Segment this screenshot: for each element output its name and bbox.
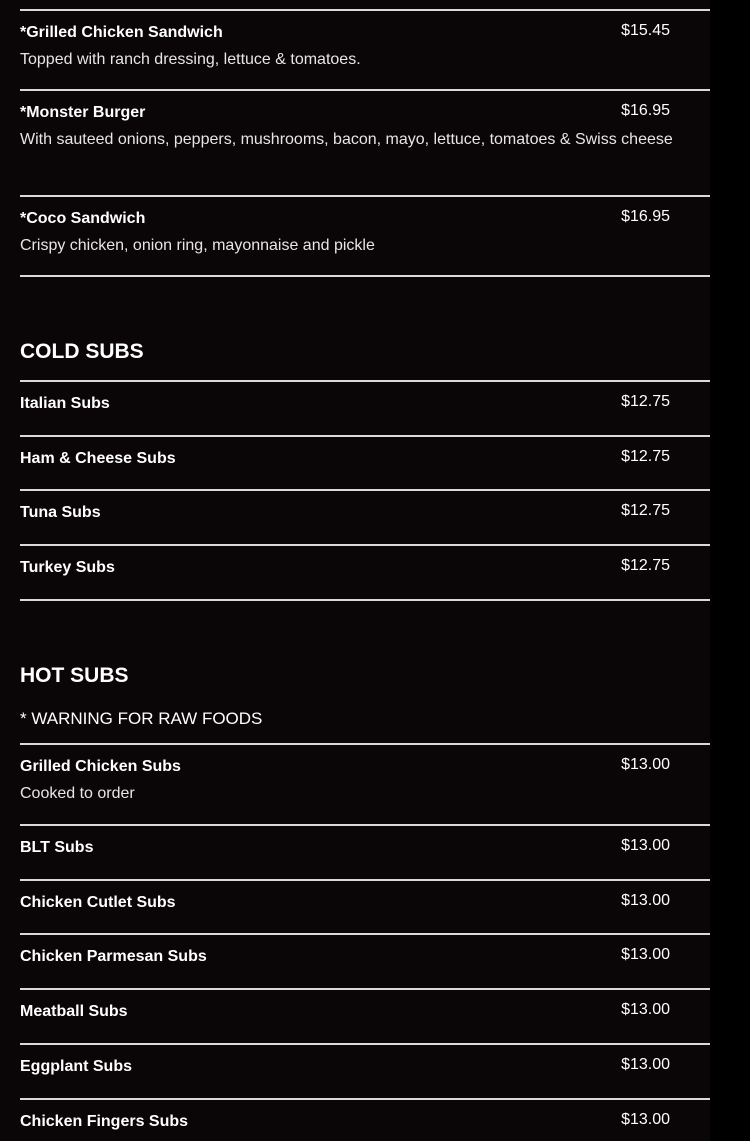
menu-item-name: Tuna Subs	[20, 504, 101, 521]
menu-item-price: $13.00	[621, 1001, 670, 1018]
menu-item-price: $13.00	[621, 1056, 670, 1073]
raw-food-warning: * WARNING FOR RAW FOODS	[20, 709, 263, 728]
menu-item-price: $13.00	[621, 837, 670, 854]
divider	[20, 195, 710, 197]
menu-item-name: *Coco Sandwich	[20, 210, 146, 227]
menu-item-name: Ham & Cheese Subs	[20, 450, 176, 467]
divider	[20, 879, 710, 881]
divider	[20, 824, 710, 826]
section-heading-hot-subs: HOT SUBS	[20, 664, 129, 687]
menu-item-name: Eggplant Subs	[20, 1058, 132, 1075]
menu-item-price: $13.00	[621, 946, 670, 963]
menu-item-description: Cooked to order	[20, 785, 135, 802]
menu-item-name: *Grilled Chicken Sandwich	[20, 24, 223, 41]
menu-item-price: $12.75	[621, 557, 670, 574]
menu-item-price: $13.00	[621, 892, 670, 909]
divider	[20, 435, 710, 437]
menu-item-price: $16.95	[621, 102, 670, 119]
menu-item-name: *Monster Burger	[20, 104, 146, 121]
divider	[20, 9, 710, 11]
divider	[20, 1043, 710, 1045]
menu-item-name: BLT Subs	[20, 839, 94, 856]
menu-item-price: $13.00	[621, 756, 670, 773]
divider	[20, 380, 710, 382]
menu-item-name: Chicken Parmesan Subs	[20, 948, 207, 965]
menu-item-name: Meatball Subs	[20, 1003, 128, 1020]
menu-item-price: $16.95	[621, 208, 670, 225]
divider	[20, 1098, 710, 1100]
divider	[20, 988, 710, 990]
menu-item-price: $15.45	[621, 22, 670, 39]
menu-item-name: Chicken Cutlet Subs	[20, 894, 176, 911]
divider	[20, 743, 710, 745]
menu-item-name: Turkey Subs	[20, 559, 115, 576]
menu-item-price: $13.00	[621, 1111, 670, 1128]
menu-item-name: Italian Subs	[20, 395, 110, 412]
menu-item-description: Crispy chicken, onion ring, mayonnaise and pickle	[20, 237, 375, 254]
section-heading-cold-subs: COLD SUBS	[20, 340, 144, 363]
menu-item-price: $12.75	[621, 502, 670, 519]
menu-item-description: Topped with ranch dressing, lettuce & tomatoes.	[20, 51, 361, 68]
divider	[20, 489, 710, 491]
menu-item-price: $12.75	[621, 448, 670, 465]
menu-item-name: Chicken Fingers Subs	[20, 1113, 189, 1130]
menu-item-price: $12.75	[621, 393, 670, 410]
divider	[20, 89, 710, 91]
divider	[20, 933, 710, 935]
menu-item-description: With sauteed onions, peppers, mushrooms, bacon, mayo, lettuce, tomatoes & Swiss cheese	[20, 131, 673, 148]
divider	[20, 599, 710, 601]
menu-item-name: Grilled Chicken Subs	[20, 758, 181, 775]
divider	[20, 544, 710, 546]
divider	[20, 275, 710, 277]
